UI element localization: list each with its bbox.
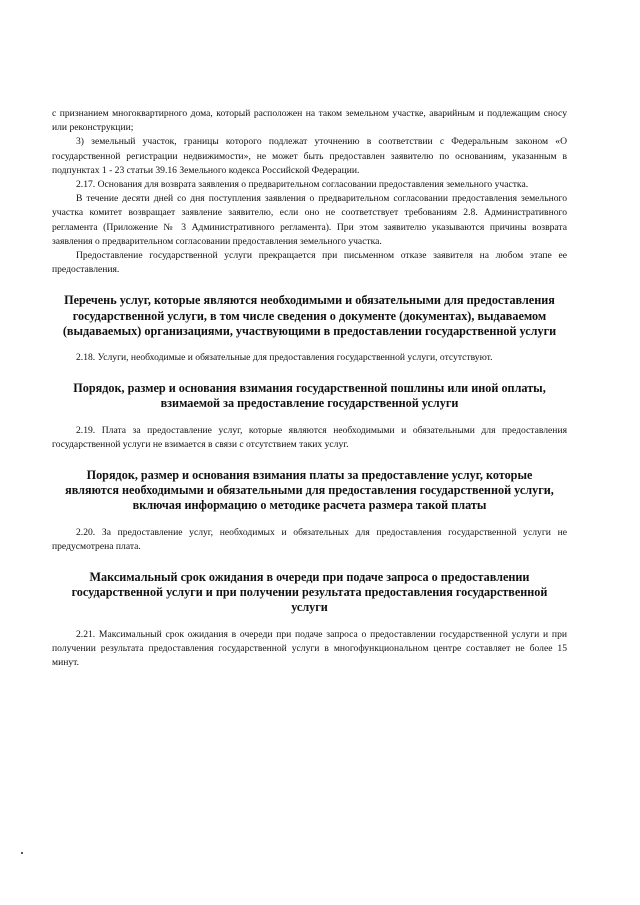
paragraph-termination: Предоставление государственной услуги прекращается при письменном отказе заявителя на любом этапе ее предоставления.	[52, 250, 567, 276]
document-page	[52, 107, 567, 670]
paragraph-2-21: 2.21. Максимальный срок ожидания в очереди при подаче запроса о предоставлении государственной услуги и при получении результата предоставления государственной услуги в многофункциональном центре составляет не более 15 минут.	[52, 628, 567, 669]
paragraph-2-20: 2.20. За предоставление услуг, необходимых и обязательных для предоставления государственной услуги не предусмотрена плата.	[52, 526, 567, 552]
paragraph-2-18: 2.18. Услуги, необходимые и обязательные для предоставления государственной услуги, отсутствуют.	[76, 352, 493, 364]
paragraph-intro-continuation: с признанием многоквартирного дома, который расположен на таком земельном участке, аварийным и подлежащим сносу или реконструкции;	[52, 108, 567, 134]
paragraph-item-3: 3) земельный участок, границы которого подлежат уточнению в соответствии с Федеральным законом «О государственной регистрации недвижимости», не может быть предоставлен заявителю по основаниям, указанным в подпунктах 1 - 23 статьи 39.16 Земельного кодекса Российской Федерации.	[52, 136, 567, 176]
section-heading-state-fee: Порядок, размер и основания взимания государственной пошлины или иной оплаты, взимаемой за предоставление государственной услуги	[73, 381, 546, 411]
paragraph-2-17: 2.17. Основания для возврата заявления о предварительном согласовании предоставления земельного участка.	[76, 179, 529, 191]
section-heading-queue-time: Максимальный срок ожидания в очереди при подаче запроса о предоставлении государственной услуги и при получении результата предоставления государственной услуги	[71, 570, 548, 615]
scan-speck	[21, 852, 23, 854]
section-heading-service-fee: Порядок, размер и основания взимания платы за предоставление услуг, которые являются необходимыми и обязательными для предоставления государственной услуги, включая информацию о методике расчета размера такой платы	[65, 468, 554, 513]
paragraph-return-terms: В течение десяти дней со дня поступления заявления о предварительном согласовании предоставления земельного участка комитет возвращает заявление заявителю, если оно не соответствует требованиям 2.8. Административного регламента (Приложение № 3 Административного регламента). При этом заявителю указываются причины возврата заявления о предварительном согласовании предоставления земельного участка.	[52, 193, 567, 247]
section-heading-required-services: Перечень услуг, которые являются необходимыми и обязательными для предоставления государственной услуги, в том числе сведения о документе (документах), выдаваемом (выдаваемых) организациями, участвующими в предоставлении государственной услуги	[62, 293, 557, 338]
paragraph-2-19: 2.19. Плата за предоставление услуг, которые являются необходимыми и обязательными для предоставления государственной услуги не взимается в связи с отсутствием таких услуг.	[52, 424, 567, 450]
